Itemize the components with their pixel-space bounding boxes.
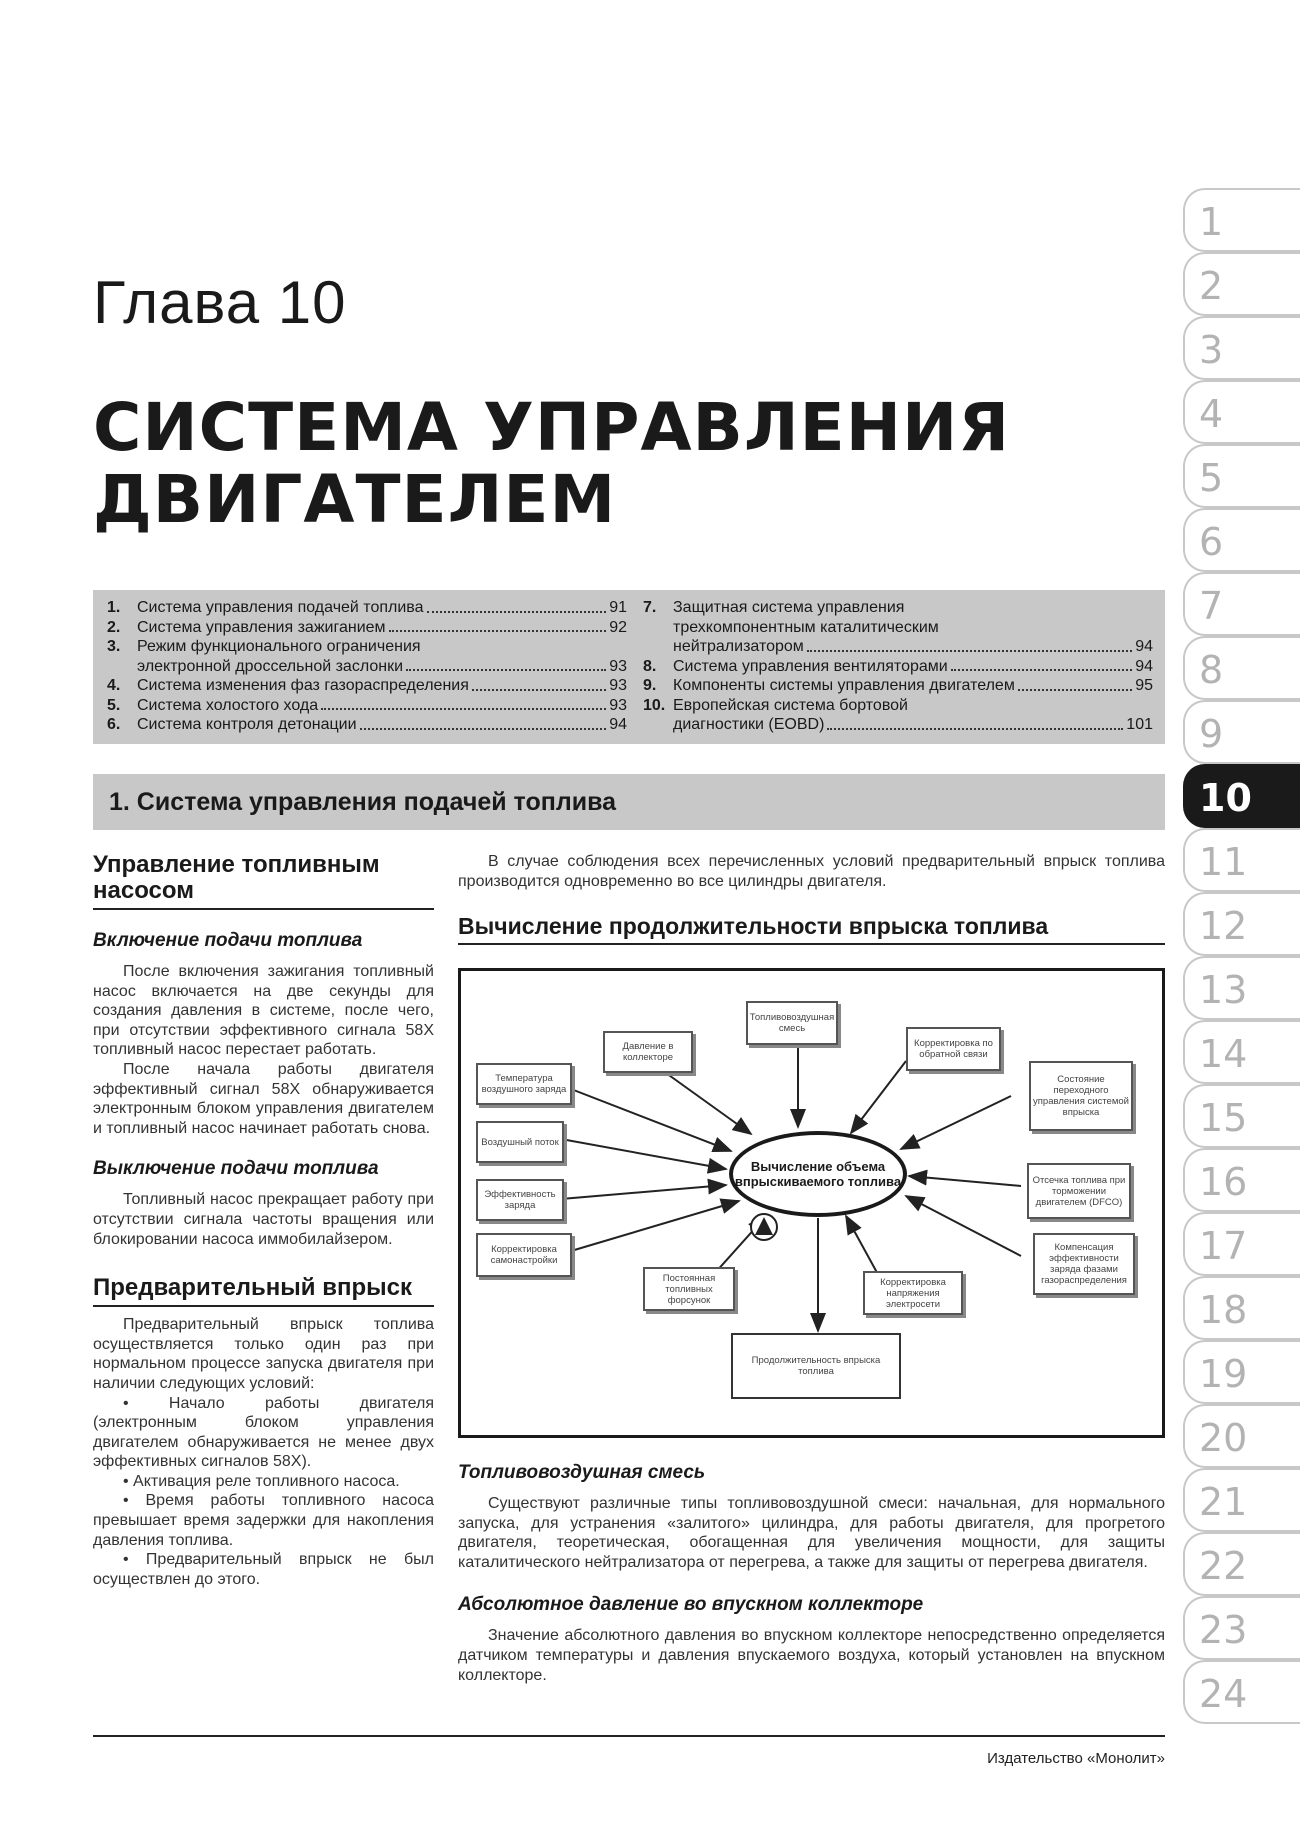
chapter-tabs: [1183, 188, 1300, 1724]
chapter-tab-12[interactable]: [1183, 892, 1300, 956]
toc-entry: [107, 637, 627, 676]
right-column: [458, 852, 1165, 945]
input-fuel-air-mix: Топливовоздушная смесь: [746, 1001, 838, 1045]
section-header: [93, 774, 1165, 830]
footer-divider: [93, 1735, 1165, 1737]
toc-entry-text: Система холостого хода: [137, 696, 319, 714]
toc-entry: [643, 598, 1153, 657]
logo-icon: [751, 1214, 777, 1240]
chapter-tab-label: 10: [1199, 776, 1252, 820]
chapter-tab-11[interactable]: [1183, 828, 1300, 892]
chapter-tab-label: 1: [1199, 200, 1224, 244]
toc-entry-text: трехкомпонентным каталитическим: [673, 618, 939, 636]
output-injection-duration: Продолжительность впрыска топлива: [731, 1333, 901, 1399]
heading-fuel-air-mix: Топливовоздушная смесь: [458, 1462, 706, 1483]
heading-fuel-pump: Управление топливным насосом: [93, 852, 434, 910]
chapter-tab-17[interactable]: [1183, 1212, 1300, 1276]
injection-diagram: [458, 968, 1165, 1438]
title-line-1: СИСТЕМА УПРАВЛЕНИЯ: [93, 389, 1011, 466]
paragraph-intro: В случае соблюдения всех перечисленных условий предварительный впрыск топлива производится одновременно во все цилиндры двигателя.: [458, 853, 1165, 890]
toc-entry-text: Европейская система бортовой: [673, 696, 908, 714]
chapter-tab-18[interactable]: [1183, 1276, 1300, 1340]
input-transient-state: Состояние переходного управления системой впрыска: [1029, 1061, 1133, 1131]
toc-entry-number: 4.: [107, 677, 121, 694]
toc-entry-page: 95: [1135, 677, 1153, 694]
chapter-tab-label: 17: [1199, 1224, 1248, 1268]
toc-entry-number: 5.: [107, 696, 121, 714]
toc-leader-dots: [406, 657, 606, 672]
toc-entry-line: [137, 618, 627, 638]
toc-entry-number: 10.: [643, 696, 666, 714]
toc-entry-line: [673, 618, 1153, 638]
toc-entry-number: 2.: [107, 618, 121, 636]
chapter-tab-9[interactable]: [1183, 700, 1300, 764]
bullet-item: • Время работы топливного насоса превышает время задержки для накопления давления топлива.: [93, 1492, 434, 1549]
chapter-tab-label: 2: [1199, 264, 1224, 308]
input-self-adjustment: Корректировка самонастройки: [476, 1233, 572, 1277]
toc-entry-number: 8.: [643, 657, 657, 675]
toc-leader-dots: [427, 598, 607, 613]
chapter-tab-label: 12: [1199, 904, 1248, 948]
toc-entry-page: 93: [609, 657, 627, 675]
toc-entry-text: Система изменения фаз газораспределения: [137, 677, 469, 694]
input-voltage-correction: Корректировка напряжения электросети: [863, 1271, 963, 1315]
toc-entry-text: диагностики (EOBD): [673, 716, 825, 733]
heading-absolute-pressure: Абсолютное давление во впускном коллекторе: [458, 1594, 924, 1616]
title-line-2: ДВИГАТЕЛЕМ: [93, 461, 617, 538]
toc-entry: [107, 676, 627, 696]
section-title: 1. Система управления подачей топлива: [109, 788, 617, 816]
left-column: [93, 852, 434, 1589]
chapter-tab-15[interactable]: [1183, 1084, 1300, 1148]
toc-right-column: [643, 598, 1153, 735]
toc-entry-text: Система управления подачей топлива: [137, 599, 424, 616]
bullet-item: • Активация реле топливного насоса.: [123, 1472, 400, 1490]
toc-leader-dots: [360, 715, 607, 730]
toc-entry-number: 7.: [643, 599, 657, 616]
paragraph-fuel-air-mix: Существуют различные типы топливовоздушной смеси: начальная, для нормального запуска, для устранения «залитого» цилиндра, для работы двигателя, для прогретого двигателя, теоретическая, обогащенная для увеличения мощности, для защиты каталитического нейтрализатора от перегрева, а также для защиты от перегрева двигателя.: [458, 1495, 1165, 1571]
chapter-tab-label: 15: [1199, 1096, 1248, 1140]
chapter-tab-label: 22: [1199, 1544, 1248, 1588]
input-manifold-pressure: Давление в коллекторе: [603, 1031, 693, 1073]
toc-entry-line: [137, 715, 627, 735]
chapter-tab-label: 7: [1199, 584, 1224, 628]
chapter-tab-21[interactable]: [1183, 1468, 1300, 1532]
toc-entry-number: 1.: [107, 599, 121, 616]
toc-leader-dots: [389, 618, 607, 633]
toc-entry-number: 6.: [107, 716, 121, 733]
paragraph-fuel-on-2: После начала работы двигателя эффективный сигнал 58X обнаруживается электронным блоком управления двигателем и топливный насос начинает работать снова.: [93, 1060, 434, 1137]
toc-entry-text: Система управления зажиганием: [137, 618, 386, 636]
toc-entry-text: электронной дроссельной заслонки: [137, 657, 404, 675]
toc-entry-line: [137, 598, 627, 618]
toc-entry-line: [137, 676, 627, 696]
chapter-tab-label: 14: [1199, 1032, 1248, 1076]
chapter-tab-label: 21: [1199, 1480, 1248, 1524]
toc-entry-line: [137, 637, 627, 657]
chapter-tab-label: 11: [1199, 840, 1248, 884]
chapter-tab-label: 20: [1199, 1416, 1248, 1460]
toc-entry: [643, 696, 1153, 735]
toc-entry-page: 94: [1135, 638, 1153, 655]
toc-entry-page: 93: [609, 696, 627, 714]
toc-entry-text: Режим функционального ограничения: [137, 638, 421, 655]
toc-entry-line: [673, 598, 1153, 618]
toc-entry: [107, 696, 627, 716]
chapter-tab-label: 4: [1199, 392, 1224, 436]
toc-entry: [107, 618, 627, 638]
toc-entry-page: 92: [609, 618, 627, 636]
chapter-tab-label: 8: [1199, 648, 1224, 692]
toc-entry-page: 93: [609, 677, 627, 694]
chapter-tab-14[interactable]: [1183, 1020, 1300, 1084]
chapter-tab-label: 13: [1199, 968, 1248, 1012]
chapter-label: Глава 10: [93, 269, 347, 336]
toc-leader-dots: [807, 637, 1132, 652]
chapter-tab-label: 19: [1199, 1352, 1248, 1396]
chapter-tab-label: 24: [1199, 1672, 1248, 1716]
input-dfco: Отсечка топлива при торможении двигателем (DFCO): [1027, 1163, 1131, 1219]
toc-entry-text: нейтрализатором: [673, 638, 804, 655]
bullet-item: • Предварительный впрыск не был осуществлен до этого.: [93, 1551, 434, 1588]
chapter-tab-16[interactable]: [1183, 1148, 1300, 1212]
toc-left-column: [107, 598, 627, 735]
chapter-tab-4[interactable]: [1183, 380, 1300, 444]
input-air-charge-temperature: Температура воздушного заряда: [476, 1063, 572, 1105]
paragraph-fuel-on-1: После включения зажигания топливный насос включается на две секунды для создания давления в системе, после чего, при отсутствии эффективного сигнала 58X топливный насос перестает работать.: [93, 963, 434, 1059]
chapter-tab-1[interactable]: [1183, 188, 1300, 252]
heading-fuel-on: Включение подачи топлива: [93, 930, 363, 951]
toc-entry: [643, 657, 1153, 677]
chapter-tab-10[interactable]: [1183, 764, 1300, 828]
toc-entry-line: [673, 637, 1153, 657]
toc-entry-line: [673, 657, 1153, 677]
toc-entry-text: Система контроля детонации: [137, 716, 357, 733]
toc-entry-line: [673, 696, 1153, 716]
toc-entry-text: Система управления вентиляторами: [673, 657, 948, 675]
toc-entry: [107, 715, 627, 735]
center-calculation: Вычисление объема впрыскиваемого топлива: [729, 1131, 907, 1217]
chapter-tab-8[interactable]: [1183, 636, 1300, 700]
chapter-tab-label: 6: [1199, 520, 1224, 564]
toc-entry-line: [137, 657, 627, 677]
toc-leader-dots: [827, 715, 1123, 730]
chapter-tab-22[interactable]: [1183, 1532, 1300, 1596]
toc-entry-page: 94: [609, 716, 627, 733]
chapter-tab-19[interactable]: [1183, 1340, 1300, 1404]
input-feedback-correction: Корректировка по обратной связи: [906, 1027, 1001, 1071]
paragraph-pre-injection: Предварительный впрыск топлива осуществляется только один раз при нормальном процессе запуска двигателя при наличии следующих условий:: [93, 1316, 434, 1392]
heading-fuel-off: Выключение подачи топлива: [93, 1158, 379, 1180]
chapter-tab-7[interactable]: [1183, 572, 1300, 636]
chapter-tab-label: 9: [1199, 712, 1224, 756]
toc-leader-dots: [951, 657, 1133, 672]
toc-entry-number: 9.: [643, 677, 657, 694]
input-injector-constant: Постоянная топливных форсунок: [643, 1267, 735, 1311]
publisher-label: Издательство «Монолит»: [987, 1750, 1165, 1767]
paragraph-absolute-pressure: Значение абсолютного давления во впускном коллекторе непосредственно определяется датчиком температуры и давления впускаемого воздуха, который установлен на впускном коллекторе.: [458, 1627, 1165, 1684]
toc-entry-page: 101: [1126, 716, 1153, 733]
chapter-tab-5[interactable]: [1183, 444, 1300, 508]
chapter-tab-label: 23: [1199, 1608, 1248, 1652]
toc-entry-number: 3.: [107, 638, 121, 655]
right-column-lower: [458, 1450, 1165, 1685]
chapter-tab-label: 5: [1199, 456, 1224, 500]
toc-entry-line: [673, 676, 1153, 696]
bullet-item: • Начало работы двигателя (электронным блоком управления двигателем обнаруживается не менее двух эффективных сигналов 58X).: [93, 1394, 434, 1471]
chapter-tab-label: 3: [1199, 328, 1224, 372]
chapter-tab-23[interactable]: [1183, 1596, 1300, 1660]
input-charge-efficiency: Эффективность заряда: [476, 1179, 564, 1221]
toc-entry-text: Защитная система управления: [673, 599, 905, 616]
toc-entry: [643, 676, 1153, 696]
toc-leader-dots: [1018, 676, 1132, 691]
toc-entry-page: 91: [609, 599, 627, 616]
toc-leader-dots: [472, 676, 606, 691]
chapter-tab-24[interactable]: [1183, 1660, 1300, 1724]
chapter-title: [93, 389, 1011, 538]
toc-entry-line: [673, 715, 1153, 735]
chapter-tab-label: 16: [1199, 1160, 1248, 1204]
input-air-flow: Воздушный поток: [476, 1121, 564, 1163]
toc-entry-page: 94: [1135, 657, 1153, 675]
heading-pre-injection: Предварительный впрыск: [93, 1275, 434, 1307]
chapter-tab-2[interactable]: [1183, 252, 1300, 316]
toc-entry: [107, 598, 627, 618]
heading-injection-calc: Вычисление продолжительности впрыска топлива: [458, 913, 1165, 945]
chapter-tab-6[interactable]: [1183, 508, 1300, 572]
paragraph-fuel-off: Топливный насос прекращает работу при отсутствии сигнала частоты вращения или блокировании насоса иммобилайзером.: [93, 1191, 434, 1248]
toc-leader-dots: [321, 696, 606, 711]
chapter-tab-20[interactable]: [1183, 1404, 1300, 1468]
chapter-tab-13[interactable]: [1183, 956, 1300, 1020]
input-phase-compensation: Компенсация эффективности заряда фазами газораспределения: [1033, 1233, 1135, 1295]
toc-entry-text: Компоненты системы управления двигателем: [673, 677, 1015, 694]
table-of-contents: [93, 590, 1165, 744]
chapter-tab-label: 18: [1199, 1288, 1248, 1332]
toc-entry-line: [137, 696, 627, 716]
chapter-tab-3[interactable]: [1183, 316, 1300, 380]
